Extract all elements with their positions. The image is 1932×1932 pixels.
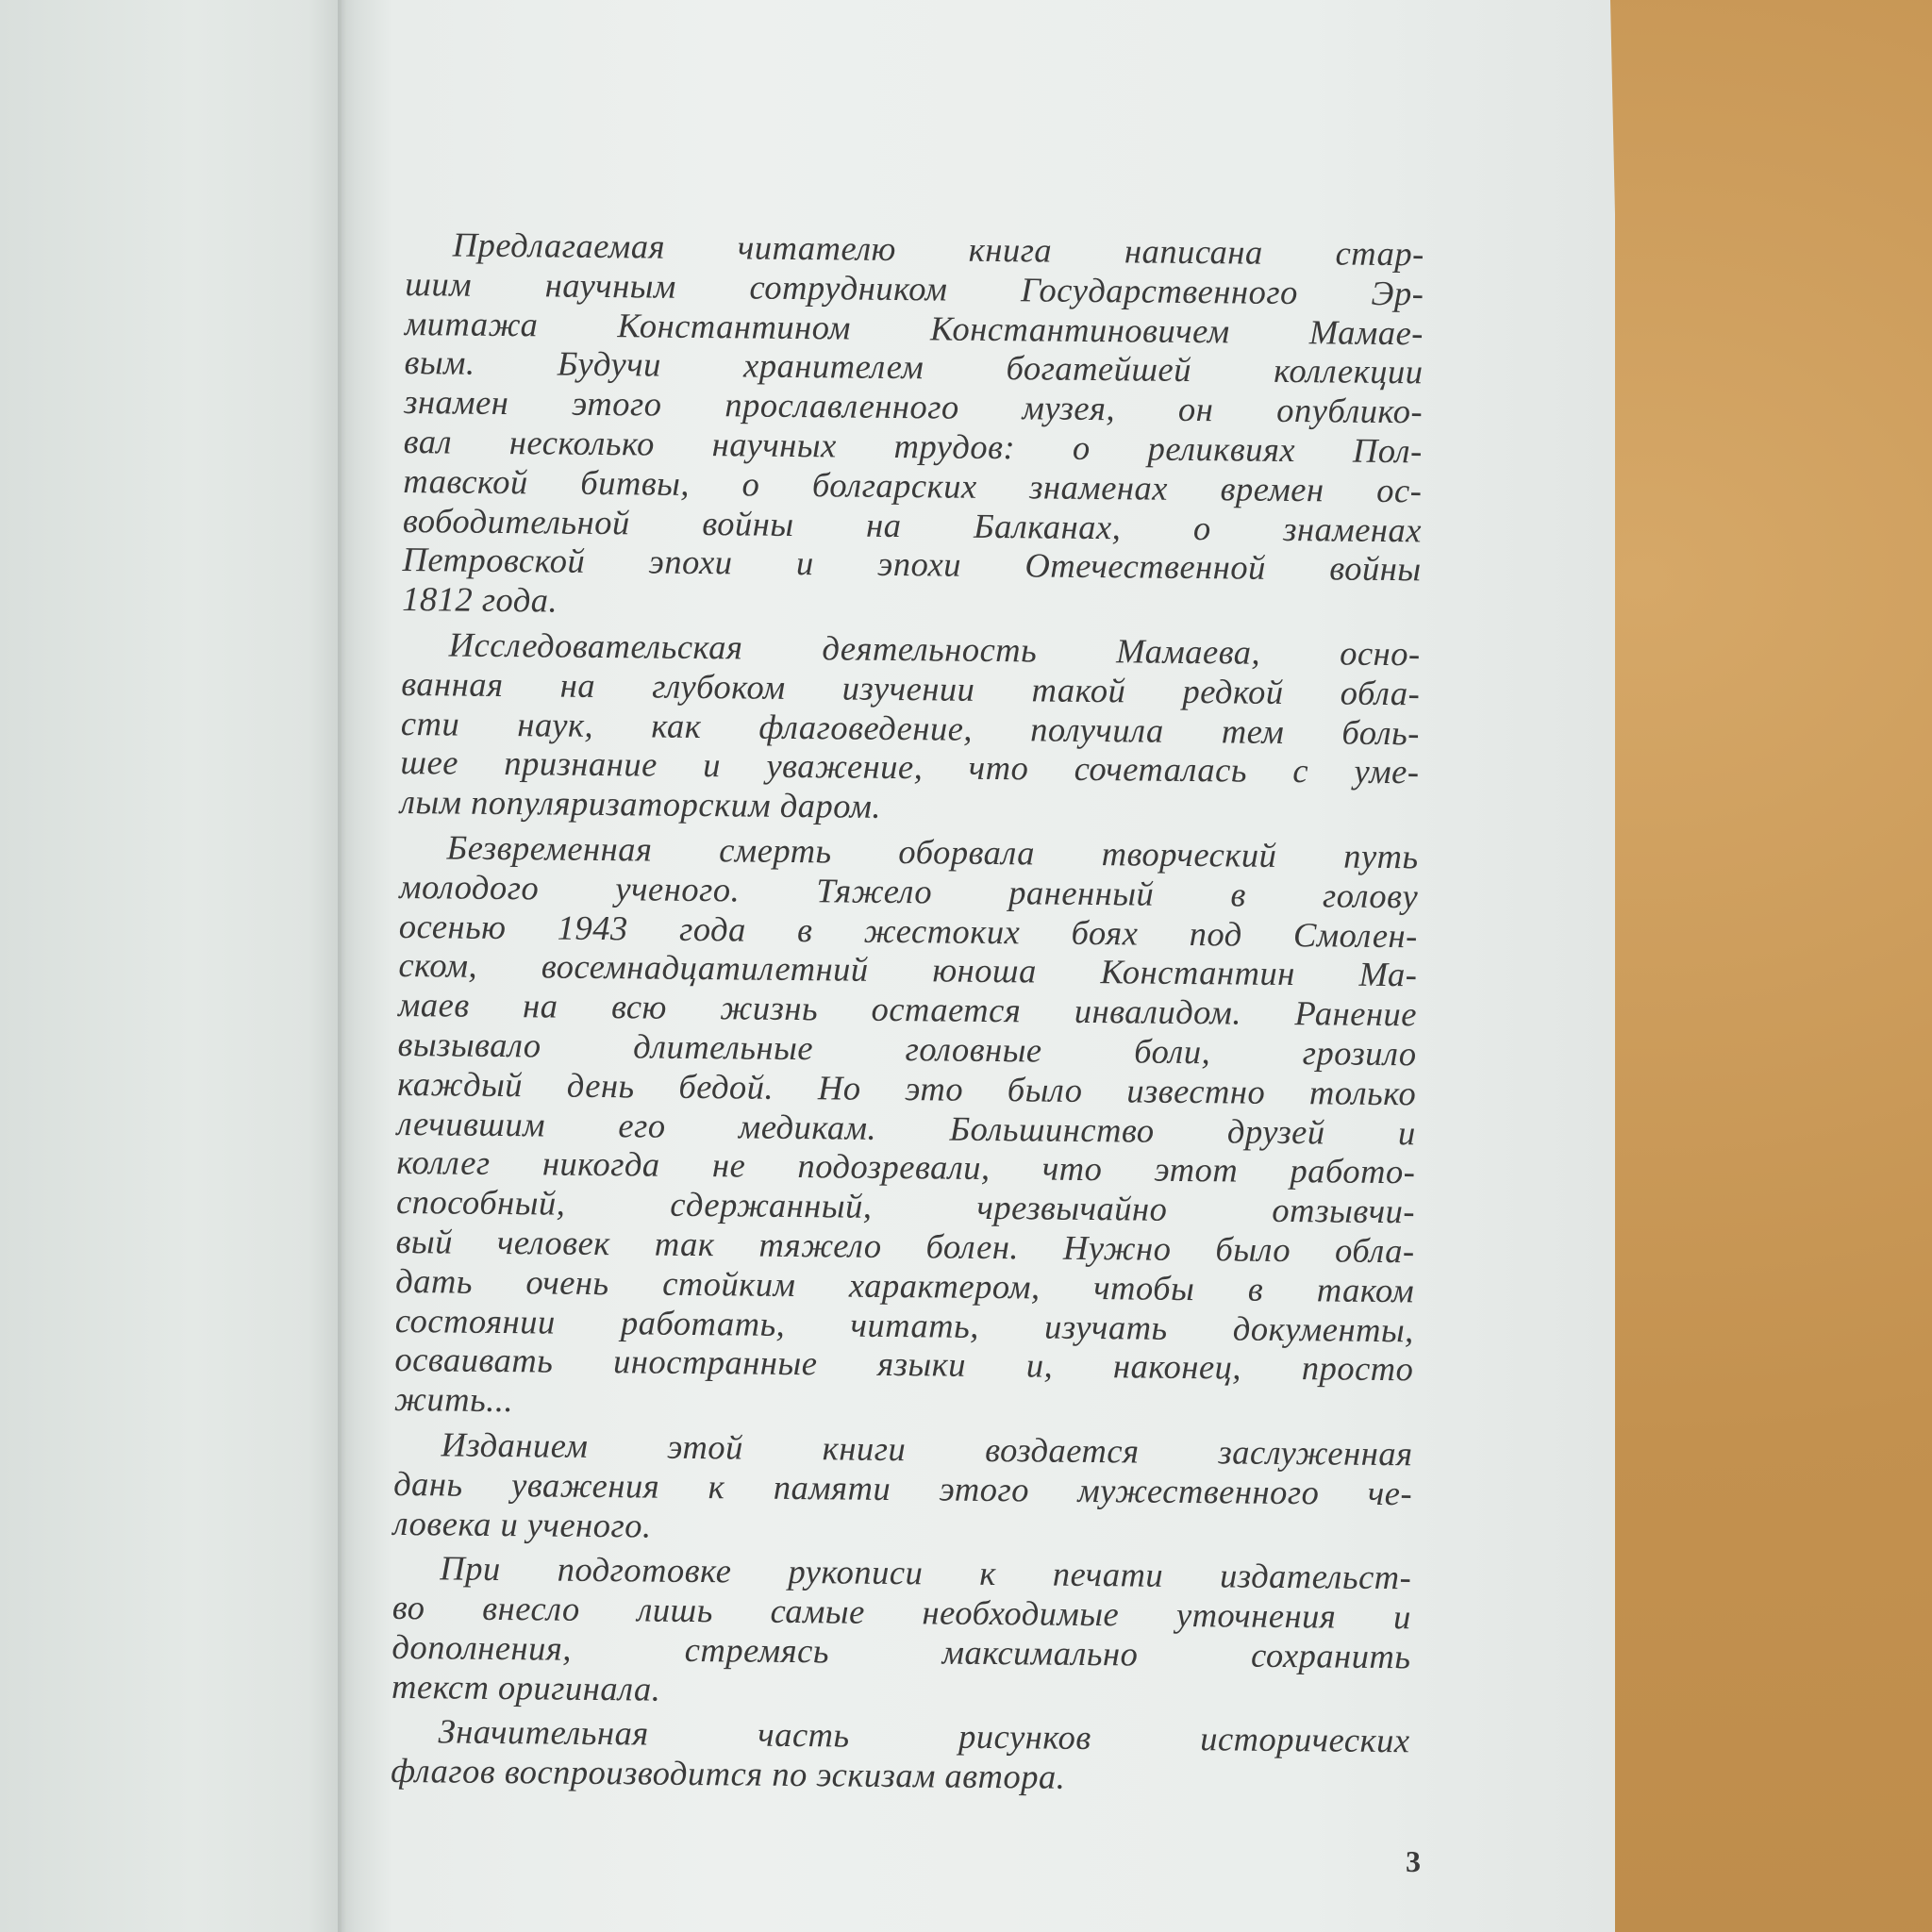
text-line: вый человек так тяжело болен. Нужно было обла-: [395, 1221, 1415, 1271]
text-line: ловека и ученого.: [392, 1503, 652, 1545]
text-line: митажа Константином Константиновичем Мамае-: [404, 303, 1424, 352]
text-line: лым популяризаторским даром.: [399, 782, 882, 826]
paragraph-1: [402, 225, 1424, 628]
text-line: молодого ученого. Тяжело раненный в голову: [399, 866, 1419, 916]
left-facing-page: [0, 0, 351, 1932]
text-line: При подготовке рукописи к печати издательст-: [440, 1548, 1412, 1597]
text-line: Значительная часть рисунков исторических: [438, 1711, 1410, 1760]
book-gutter-shadow: [338, 0, 355, 1932]
text-line: осваивать иностранные языки и, наконец, просто: [394, 1340, 1414, 1389]
paragraph-4: [393, 1424, 1413, 1553]
page-text-block: [391, 225, 1424, 1806]
text-line: шим научным сотрудником Государственного Эр-: [405, 263, 1424, 313]
text-line: маев на всю жизнь остается инвалидом. Ранение: [397, 985, 1418, 1034]
text-line: ском, восемнадцатилетний юноша Константин Ма-: [398, 945, 1418, 994]
text-line: дополнения, стремясь максимально сохранить: [391, 1626, 1411, 1676]
text-line: способный, сдержанный, чрезвычайно отзывчи-: [395, 1182, 1416, 1231]
paragraph-3: [394, 827, 1419, 1428]
text-line: тавской битвы, о болгарских знаменах времен ос-: [403, 460, 1423, 510]
page-number: 3: [1406, 1844, 1421, 1878]
text-line: жить...: [393, 1379, 514, 1420]
text-line: вободительной войны на Балканах, о знаменах: [402, 500, 1423, 549]
text-line: сти наук, как флаговедение, получила тем боль-: [400, 703, 1421, 752]
text-line: Петровской эпохи и эпохи Отечественной войны: [402, 540, 1422, 589]
paragraph-5: [391, 1548, 1412, 1716]
text-line: вызывало длительные головные боли, грозило: [397, 1024, 1417, 1074]
text-line: текст оригинала.: [391, 1666, 661, 1708]
text-line: знамен этого прославленного музея, он опублико-: [404, 382, 1424, 431]
text-line: Безвременная смерть оборвала творческий путь: [446, 827, 1419, 876]
text-line: каждый день бедой. Но это было известно только: [397, 1063, 1417, 1113]
text-line: дань уважения к памяти этого мужественного че-: [392, 1463, 1413, 1513]
text-line: лечившим его медикам. Большинство друзей и: [396, 1103, 1417, 1152]
text-line: вал несколько научных трудов: о реликвиях Пол-: [403, 421, 1423, 471]
text-line: во внесло лишь самые необходимые уточнения и: [391, 1588, 1412, 1637]
text-line: Предлагаемая читателю книга написана стар-: [452, 225, 1424, 274]
text-line: состоянии работать, читать, изучать документы,: [394, 1300, 1415, 1349]
text-line: вым. Будучи хранителем богатейшей коллекции: [404, 342, 1424, 391]
text-line: 1812 года.: [401, 579, 558, 620]
paragraph-6: [391, 1711, 1410, 1800]
text-line: Изданием этой книги воздается заслуженная: [441, 1424, 1413, 1474]
text-line: Исследовательская деятельность Мамаева, осно-: [448, 625, 1421, 674]
text-line: шее признание и уважение, что сочеталась с уме-: [400, 742, 1420, 791]
text-line: флагов воспроизводится по эскизам автора.: [391, 1751, 1066, 1797]
text-line: коллег никогда не подозревали, что этот работо-: [396, 1142, 1416, 1191]
text-line: осенью 1943 года в жестоких боях под Смолен-: [398, 906, 1419, 955]
text-line: дать очень стойким характером, чтобы в таком: [395, 1260, 1415, 1310]
text-line: ванная на глубоком изучении такой редкой обла-: [401, 663, 1421, 713]
paragraph-2: [400, 625, 1421, 831]
